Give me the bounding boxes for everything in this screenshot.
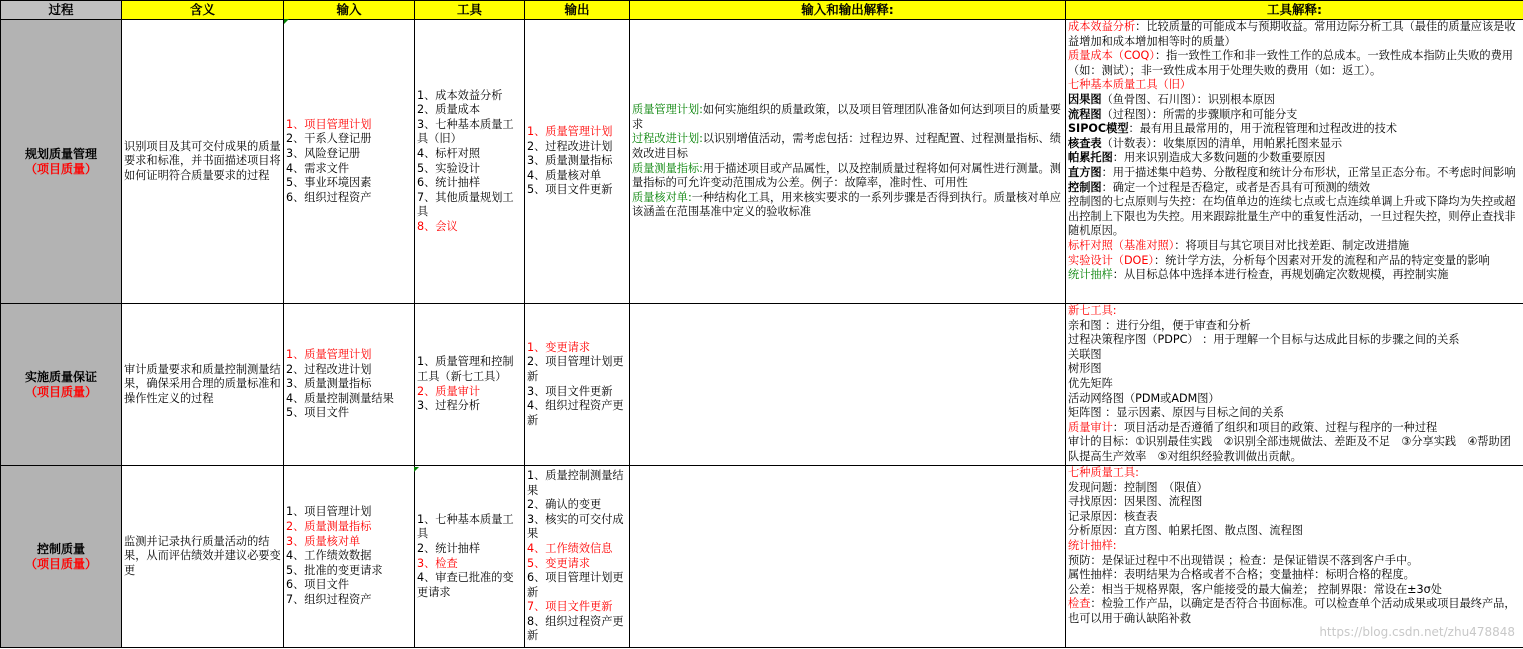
list-item: 2、过程改进计划 [286, 362, 372, 376]
explain-item [1068, 583, 1521, 598]
process-cell [1, 466, 122, 648]
list-item: 1、质量管理计划 [527, 125, 613, 139]
list-item: 2、统计抽样 [417, 541, 481, 555]
explain-item [1068, 268, 1521, 283]
meaning-cell: 审计质量要求和质量控制测量结果，确保采用合理的质量标准和操作性定义的过程 [122, 304, 284, 466]
explain-item [1068, 122, 1521, 137]
io-explain-cell [630, 304, 1066, 466]
explain-item [1068, 108, 1521, 123]
process-cell [1, 304, 122, 466]
explain-label: 实验设计（DOE） [1068, 253, 1155, 267]
explain-item [1068, 495, 1521, 510]
explain-item [1068, 510, 1521, 525]
explain-label: 新七工具: [1068, 304, 1117, 317]
explain-text: ：比较质量的可能成本与预期收益。常用边际分析工具（最佳的质量应该是收益增加和成本增加相等时的质量） [1068, 20, 1516, 48]
process-sub: （项目质量） [24, 161, 97, 176]
explain-label: 流程图 [1068, 107, 1102, 121]
explain-item [1068, 304, 1521, 319]
header-tool-explain: 工具解释: [1066, 1, 1523, 20]
header-input: 输入 [284, 1, 415, 20]
list-item: 2、质量测量指标 [286, 520, 372, 534]
explain-text: ：确定一个过程是否稳定，或者是否具有可预测的绩效 [1101, 180, 1371, 194]
explain-item [1068, 348, 1521, 363]
list-item: 3、质量核对单 [286, 534, 361, 548]
input-cell [284, 304, 415, 466]
explain-text: ：指一致性工作和非一致性工作的总成本。一致性成本指防止失败的费用（如：测试）；非一致性成本用于处理失败的费用（如：返工）。 [1068, 49, 1513, 77]
list-item: 1、变更请求 [527, 340, 591, 354]
header-tools: 工具 [415, 1, 525, 20]
io-explain-cell [630, 466, 1066, 648]
table-row [1, 304, 1523, 466]
process-sub: （项目质量） [24, 384, 97, 399]
explain-text: ：用来识别造成大多数问题的少数重要原因 [1112, 151, 1326, 165]
explain-label: 核查表 [1068, 136, 1102, 150]
header-output: 输出 [525, 1, 630, 20]
list-item: 7、其他质量规划工具 [417, 190, 514, 219]
table-row [1, 20, 1523, 304]
explain-text: ：最有用且最常用的，用于流程管理和过程改进的技术 [1128, 122, 1398, 136]
explain-text: （过程图）：所需的步骤顺序和可能分支 [1101, 107, 1298, 121]
explain-item [1068, 254, 1521, 269]
list-item: 5、项目文件 [286, 406, 350, 420]
list-item: 6、项目文件 [286, 578, 350, 592]
input-cell [284, 466, 415, 648]
list-item: 2、过程改进计划 [527, 139, 613, 153]
header-row [1, 1, 1523, 20]
explain-item [1068, 377, 1521, 392]
explain-text: ：项目活动是否遵循了组织和项目的政策、过程与程序的一种过程 [1112, 420, 1438, 434]
explain-text: 属性抽样：表明结果为合格或者不合格；变量抽样：标明合格的程度。 [1068, 568, 1415, 582]
list-item: 5、事业环境因素 [286, 176, 372, 190]
explain-text: 记录原因：核查表 [1068, 509, 1158, 523]
header-process: 过程 [1, 1, 122, 20]
list-item: 2、干系人登记册 [286, 132, 372, 146]
explain-text: 发现问题：控制图 （限值） [1068, 480, 1208, 494]
explain-item [1068, 151, 1521, 166]
explain-item [1068, 597, 1521, 626]
list-item: 5、变更请求 [527, 556, 591, 570]
list-item: 1、项目管理计划 [286, 505, 372, 519]
process-name: 实施质量保证 [24, 369, 97, 384]
explain-text: ：将项目与其它项目对比找差距、制定改进措施 [1174, 238, 1410, 252]
list-item: 7、组织过程资产 [286, 592, 372, 606]
list-item: 4、审查已批准的变更请求 [417, 571, 514, 599]
explain-text: 用于描述项目或产品属性，以及控制质量过程将如何对属性进行测量。测量指标的可允许变动范围成为公差。例子：故障率，准时性、可用性 [632, 161, 1061, 190]
watermark: https://blog.csdn.net/zhu478848 [1319, 625, 1515, 639]
process-name: 规划质量管理 [24, 146, 97, 161]
explain-text: 预防：是保证过程中不出现错误 ；检查：是保证错误不落到客户手中。 [1068, 553, 1419, 567]
list-item: 3、七种基本质量工具（旧） [417, 117, 514, 146]
list-item: 4、标杆对照 [417, 146, 481, 160]
explain-text: 亲和图 ：进行分组，便于审查和分析 [1068, 318, 1251, 332]
explain-item [1068, 333, 1521, 348]
explain-text: 分析原因：直方图、帕累托图、散点图、流程图 [1068, 524, 1303, 538]
explain-text: 矩阵图 ：显示因素、原因与目标之间的关系 [1068, 406, 1285, 420]
explain-text: （计数表）：收集原因的清单，用帕累托图来显示 [1101, 136, 1343, 150]
explain-label: 过程改进计划: [632, 132, 703, 146]
list-item: 3、质量测量指标 [286, 377, 372, 391]
explain-item [1068, 466, 1521, 481]
explain-label: 成本效益分析 [1068, 20, 1136, 33]
explain-item [1068, 421, 1521, 436]
list-item: 1、质量管理和控制工具（新七工具） [417, 355, 514, 383]
explain-label: 质量管理计划: [632, 103, 703, 117]
meaning-cell: 监测并记录执行质量活动的结果，从而评估绩效并建议必要变更 [122, 466, 284, 648]
explain-text: 关联图 [1068, 347, 1102, 361]
list-item: 1、成本效益分析 [417, 88, 503, 102]
explain-text: 控制图的七点原则与失控：在均值单边的连续七点或七点连续单调上升或下降均为失控或超出控制上下限也为失控。用来跟踪批量生产中的重复性活动，一旦过程失控，则停止查找非随机原因。 [1068, 195, 1516, 238]
explain-label: SIPOC模型 [1068, 122, 1129, 136]
table-row [1, 466, 1523, 648]
output-cell [525, 304, 630, 466]
explain-label: 标杆对照（基准对照） [1068, 238, 1175, 252]
explain-text: （鱼骨图、石川图）：识别根本原因 [1101, 92, 1275, 106]
tool-explain-cell [1066, 466, 1523, 648]
list-item: 4、工作绩效信息 [527, 541, 613, 555]
list-item: 2、质量审计 [417, 384, 481, 398]
explain-item [1068, 166, 1521, 181]
list-item: 2、项目管理计划更新 [527, 355, 624, 383]
cell-comment-marker [284, 19, 289, 24]
process-name: 控制质量 [36, 541, 85, 556]
explain-item [1068, 78, 1521, 93]
explain-item [1068, 195, 1521, 239]
explain-item [1068, 481, 1521, 496]
explain-item [632, 191, 1063, 220]
explain-item [1068, 20, 1521, 49]
list-item: 4、质量核对单 [527, 168, 602, 182]
list-item: 4、需求文件 [286, 161, 350, 175]
explain-label: 控制图 [1068, 180, 1102, 194]
explain-label: 因果图 [1068, 92, 1102, 106]
list-item: 6、项目管理计划更新 [527, 571, 624, 599]
list-item: 5、项目文件更新 [527, 183, 613, 197]
list-item: 4、组织过程资产更新 [527, 399, 624, 427]
list-item: 1、质量管理计划 [286, 348, 372, 362]
list-item: 8、组织过程资产更新 [527, 614, 624, 643]
explain-label: 直方图 [1068, 165, 1102, 179]
explain-item [1068, 181, 1521, 196]
explain-item [1068, 435, 1521, 464]
list-item: 6、组织过程资产 [286, 190, 372, 204]
header-io-explain: 输入和输出解释: [630, 1, 1066, 20]
output-cell [525, 466, 630, 648]
explain-item [632, 162, 1063, 191]
explain-item [632, 103, 1063, 132]
explain-label: 七种基本质量工具（旧） [1068, 78, 1192, 92]
list-item: 2、确认的变更 [527, 498, 602, 512]
explain-item [1068, 362, 1521, 377]
list-item: 3、核实的可交付成果 [527, 512, 624, 541]
input-cell [284, 20, 415, 304]
explain-text: 树形图 [1068, 362, 1102, 376]
explain-item [1068, 93, 1521, 108]
explain-label: 质量审计 [1068, 420, 1113, 434]
process-sub: （项目质量） [24, 556, 97, 571]
tool-explain-cell [1066, 304, 1523, 466]
explain-label: 质量测量指标: [632, 161, 703, 175]
process-cell [1, 20, 122, 304]
explain-text: ：用于描述集中趋势、分散程度和统计分布形状，正常呈正态分布。不考虑时间影响 [1101, 165, 1516, 179]
explain-text: 过程决策程序图（PDPC） ：用于理解一个目标与达成此目标的步骤之间的关系 [1068, 333, 1460, 347]
list-item: 4、工作绩效数据 [286, 549, 372, 563]
explain-text: 寻找原因：因果图、流程图 [1068, 495, 1203, 509]
explain-item [1068, 137, 1521, 152]
list-item: 4、质量控制测量结果 [286, 391, 394, 405]
explain-label: 统计抽样: [1068, 538, 1117, 552]
explain-item [1068, 554, 1521, 569]
list-item: 8、会议 [417, 219, 458, 233]
list-item: 1、项目管理计划 [286, 117, 372, 131]
explain-text: 活动网络图（PDM或ADM图） [1068, 391, 1220, 405]
explain-text: 一种结构化工具，用来核实要求的一系列步骤是否得到执行。质量核对单应该涵盖在范围基准中定义的验收标准 [632, 190, 1061, 219]
explain-text: 审计的目标：①识别最佳实践 ②识别全部违规做法、差距及不足 ③分享实践 ④帮助团队提高生产效率 ⑤对组织经验教训做出贡献。 [1068, 435, 1511, 463]
tools-cell [415, 466, 525, 648]
list-item: 2、质量成本 [417, 103, 481, 117]
explain-text: ：从目标总体中选择本进行检查，再规划确定次数规模，再控制实施 [1112, 268, 1449, 282]
explain-label: 检查 [1068, 597, 1091, 611]
explain-item [1068, 239, 1521, 254]
header-meaning: 含义 [122, 1, 284, 20]
list-item: 3、风险登记册 [286, 146, 361, 160]
explain-label: 质量核对单: [632, 190, 692, 204]
list-item: 1、七种基本质量工具 [417, 512, 514, 541]
explain-item [1068, 319, 1521, 334]
list-item: 7、项目文件更新 [527, 600, 613, 614]
tool-explain-cell [1066, 20, 1523, 304]
list-item: 1、质量控制测量结果 [527, 468, 624, 497]
meaning-cell: 识别项目及其可交付成果的质量要求和标准，并书面描述项目将如何证明符合质量要求的过程 [122, 20, 284, 304]
explain-text: 优先矩阵 [1068, 376, 1113, 390]
explain-item [1068, 524, 1521, 539]
explain-text: 公差：相当于规格界限，客户能接受的最大偏差； 控制界限：常设在±3σ处 [1068, 582, 1442, 596]
explain-text: ：检验工作产品，以确定是否符合书面标准。可以检查单个活动成果或项目最终产品，也可以用于确认缺陷补救 [1068, 597, 1516, 625]
io-explain-cell [630, 20, 1066, 304]
explain-label: 质量成本（COQ） [1068, 49, 1155, 63]
explain-item [632, 132, 1063, 161]
explain-text: 如何实施组织的质量政策，以及项目管理团队准备如何达到项目的质量要求 [632, 103, 1061, 131]
explain-item [1068, 392, 1521, 407]
explain-text: 以识别增值活动，需考虑包括：过程边界、过程配置、过程测量指标、绩效改进目标 [632, 132, 1061, 160]
explain-item [1068, 539, 1521, 554]
list-item: 6、统计抽样 [417, 176, 481, 190]
tools-cell [415, 304, 525, 466]
explain-label: 统计抽样 [1068, 268, 1113, 282]
explain-label: 帕累托图 [1068, 151, 1113, 165]
explain-label: 七种质量工具: [1068, 466, 1139, 479]
list-item: 3、项目文件更新 [527, 384, 613, 398]
list-item: 5、实验设计 [417, 161, 481, 175]
explain-item [1068, 49, 1521, 78]
explain-item [1068, 568, 1521, 583]
explain-text: ：统计学方法，分析每个因素对开发的流程和产品的特定变量的影响 [1154, 253, 1490, 267]
list-item: 3、检查 [417, 556, 458, 570]
tools-cell [415, 20, 525, 304]
list-item: 3、过程分析 [417, 399, 481, 413]
cell-comment-marker [414, 467, 419, 472]
list-item: 5、批准的变更请求 [286, 563, 383, 577]
output-cell [525, 20, 630, 304]
explain-item [1068, 406, 1521, 421]
list-item: 3、质量测量指标 [527, 154, 613, 168]
